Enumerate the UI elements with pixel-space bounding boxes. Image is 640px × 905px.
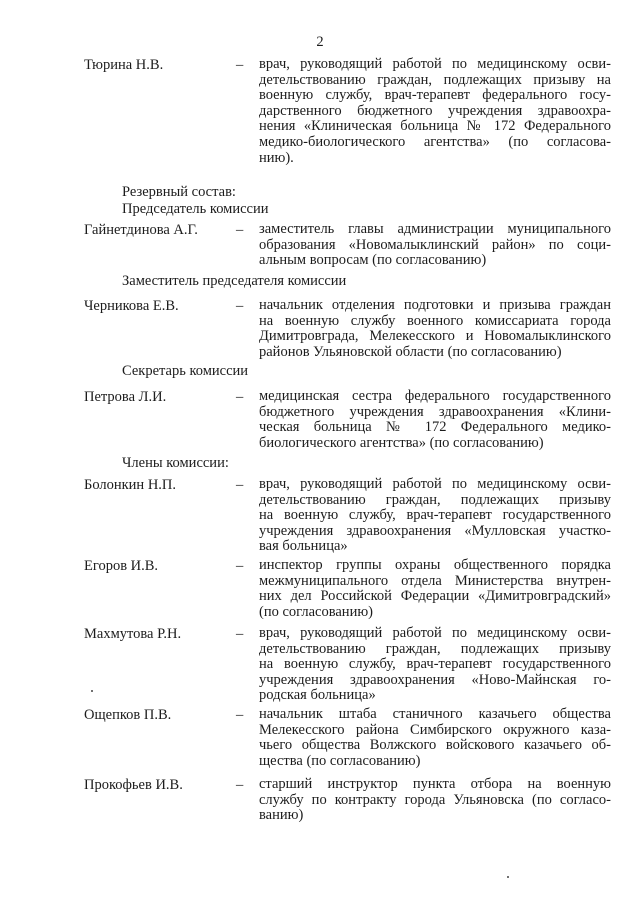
description-line: Димитровграда, Мелекесского и Новомалыклинского <box>259 328 611 345</box>
description-line: ческая больница № 172 Федерального медико- <box>259 419 611 436</box>
member-name: Петрова Л.И. <box>84 389 167 405</box>
description-line: военную службу, врач-терапевт федерального госу- <box>259 87 611 104</box>
member-name: Ощепков П.В. <box>84 707 172 723</box>
dash-separator: – <box>236 222 244 238</box>
member-name: Прокофьев И.В. <box>84 777 183 793</box>
dash-separator: – <box>236 707 244 723</box>
description-line: биологического агентства» (по согласованию) <box>259 434 544 451</box>
member-description <box>259 777 611 824</box>
description-line: бюджетного учреждения здравоохранения «Клини- <box>259 403 611 420</box>
description-line: детельствованию граждан, подлежащих призыву на <box>259 71 611 88</box>
description-line: нения «Клиническая больница № 172 Федерального <box>259 118 611 135</box>
description-line: детельствованию граждан, подлежащих призыву <box>259 640 611 657</box>
members-heading: Члены комиссии: <box>122 455 229 471</box>
description-line: медицинская сестра федерального государственного <box>259 388 611 404</box>
description-line: родская больница» <box>259 687 376 704</box>
description-line: заместитель главы администрации муниципального <box>259 221 611 237</box>
description-line: вая больница» <box>259 538 348 555</box>
member-name: Болонкин Н.П. <box>84 477 177 493</box>
description-line: альным вопросам (по согласованию) <box>259 252 487 269</box>
dash-separator: – <box>236 477 244 493</box>
description-line: образования «Новомалыклинский район» по соци- <box>259 236 611 253</box>
description-line: (по согласованию) <box>259 603 373 620</box>
member-description <box>259 707 611 769</box>
dash-separator: – <box>236 777 244 793</box>
member-description <box>259 558 611 620</box>
description-line: Мелекесского района Симбирского окружного каза- <box>259 721 611 738</box>
description-line: медико-биологического агентства» (по согласова- <box>259 133 611 150</box>
page-number: 2 <box>316 34 324 50</box>
member-name: Тюрина Н.В. <box>84 57 164 73</box>
description-line: них дел Российской Федерации «Димитровградский» <box>259 588 611 605</box>
member-description <box>259 477 611 555</box>
description-line: дарственного бюджетного учреждения здравоохра- <box>259 102 611 119</box>
description-line: учреждения здравоохранения «Мулловская участко- <box>259 522 611 539</box>
dash-separator: – <box>236 298 244 314</box>
scan-speck <box>507 876 509 878</box>
member-description <box>259 298 611 360</box>
description-line: районов Ульяновской области (по согласованию) <box>259 343 562 360</box>
description-line: нию). <box>259 149 294 166</box>
description-line: начальник отделения подготовки и призыва граждан <box>259 297 611 313</box>
description-line: врач, руководящий работой по медицинскому осви- <box>259 625 611 641</box>
dash-separator: – <box>236 558 244 574</box>
dash-separator: – <box>236 389 244 405</box>
description-line: инспектор группы охраны общественного порядка <box>259 557 611 573</box>
member-description <box>259 626 611 704</box>
scan-speck <box>91 690 93 692</box>
description-line: старший инструктор пункта отбора на военную <box>259 776 611 792</box>
member-description <box>259 222 611 269</box>
dash-separator: – <box>236 57 244 73</box>
description-line: начальник штаба станичного казачьего общества <box>259 706 611 722</box>
reserve-heading: Резервный состав: <box>122 184 236 200</box>
deputy-chairman-heading: Заместитель председателя комиссии <box>122 273 347 289</box>
secretary-heading: Секретарь комиссии <box>122 363 249 379</box>
member-name: Махмутова Р.Н. <box>84 626 182 642</box>
description-line: на военную службу, врач-терапевт государственного <box>259 507 611 524</box>
description-line: врач, руководящий работой по медицинскому осви- <box>259 56 611 72</box>
member-name: Черникова Е.В. <box>84 298 179 314</box>
description-line: детельствованию граждан, подлежащих призыву <box>259 491 611 508</box>
member-description <box>259 389 611 451</box>
description-line: щества (по согласованию) <box>259 752 421 769</box>
chairman-heading: Председатель комиссии <box>122 201 269 217</box>
description-line: чьего общества Волжского войскового казачьего об- <box>259 737 611 754</box>
description-line: службу по контракту города Ульяновска (по согласо- <box>259 791 611 808</box>
description-line: учреждения здравоохранения «Ново-Майнская го- <box>259 671 611 688</box>
description-line: на военную службу, врач-терапевт государственного <box>259 656 611 673</box>
description-line: на военную службу военного комиссариата города <box>259 312 611 329</box>
dash-separator: – <box>236 626 244 642</box>
member-description <box>259 57 611 166</box>
member-name: Егоров И.В. <box>84 558 159 574</box>
description-line: ванию) <box>259 807 304 824</box>
description-line: врач, руководящий работой по медицинскому осви- <box>259 476 611 492</box>
description-line: межмуниципального отдела Министерства внутрен- <box>259 572 611 589</box>
member-name: Гайнетдинова А.Г. <box>84 222 198 238</box>
